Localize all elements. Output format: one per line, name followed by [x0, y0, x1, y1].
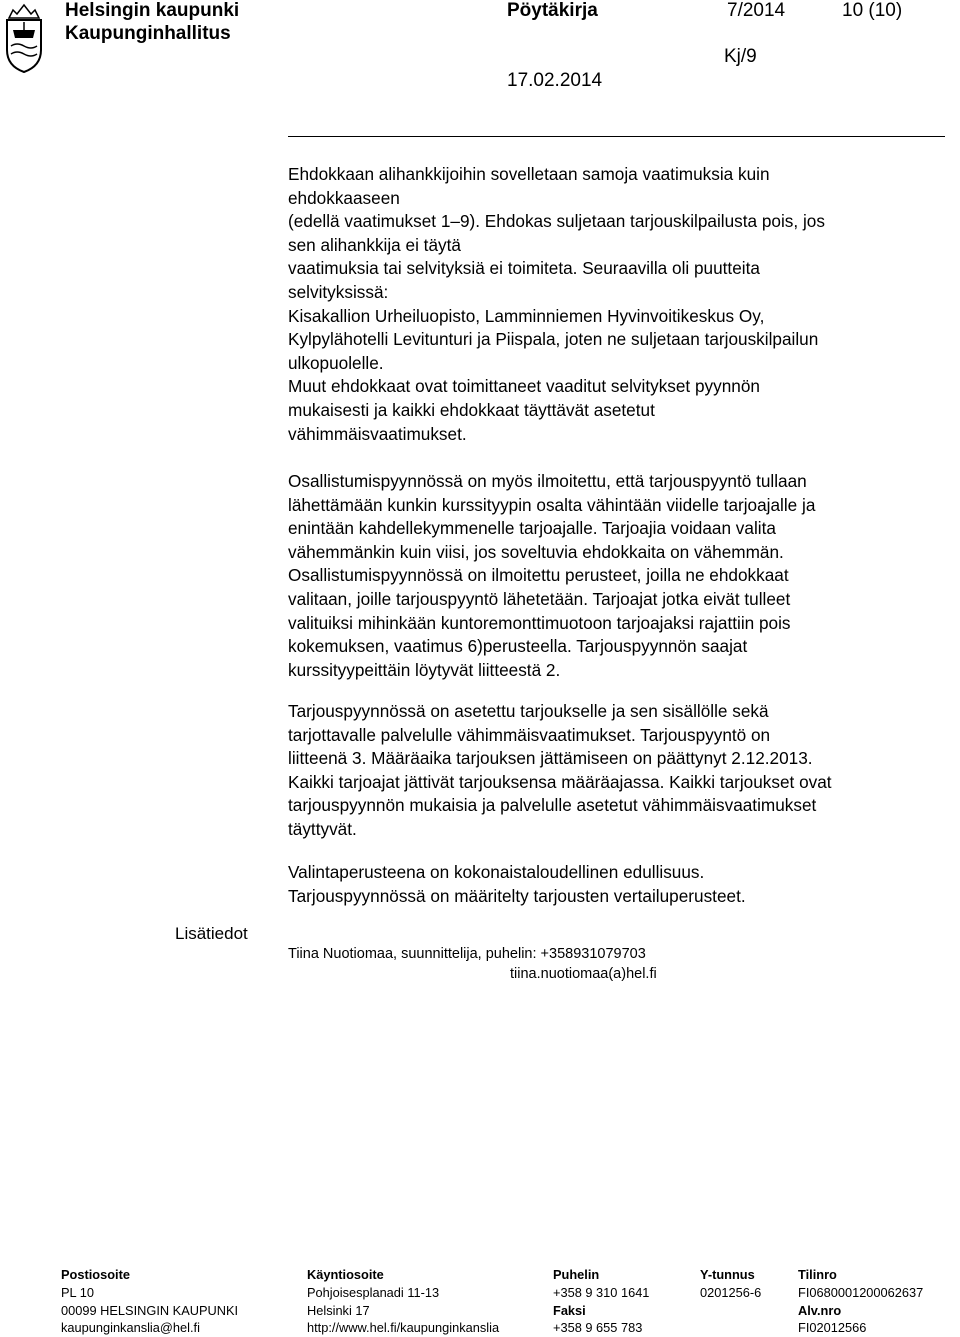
text-line: tarjottavalle palvelulle vähimmäisvaatimukset. Tarjouspyyntö on — [288, 724, 771, 745]
header-rule — [288, 136, 945, 137]
text-line: selvityksissä: — [288, 281, 389, 302]
text-line: Ehdokkaan alihankkijoihin sovelletaan samoja vaatimuksia kuin — [288, 164, 770, 184]
document-number: 7/2014 — [727, 0, 786, 21]
footer-line: 00099 HELSINGIN KAUPUNKI — [61, 1302, 239, 1318]
text-line: ehdokkaaseen — [288, 187, 400, 208]
footer-business-id — [700, 1266, 761, 1302]
footer-heading: Y-tunnus — [700, 1267, 755, 1282]
footer-postal-address — [61, 1266, 238, 1337]
footer-line: +358 9 310 1641 — [553, 1284, 650, 1300]
text-line: liitteenä 3. Määräaika tarjouksen jättämiseen on päättynyt 2.12.2013. — [288, 748, 813, 769]
meeting-date: 17.02.2014 — [507, 70, 603, 91]
text-line: vähimmäisvaatimukset. — [288, 423, 467, 444]
footer-line: Helsinki 17 — [307, 1302, 370, 1318]
footer-line: PL 10 — [61, 1284, 94, 1300]
text-line: Muut ehdokkaat ovat toimittaneet vaaditut selvitykset pyynnön — [288, 376, 760, 397]
text-line: Osallistumispyynnössä on myös ilmoitettu, että tarjouspyyntö tullaan — [288, 471, 807, 491]
text-line: enintään kahdellekymmenelle tarjoajalle. Tarjoajia voidaan valita — [288, 518, 776, 539]
text-line: tarjouspyynnön mukaisia ja palvelulle asetetut vähimmäisvaatimukset — [288, 795, 817, 816]
text-line: lähettämään kunkin kurssityypin osalta vähintään viidelle tarjoajalle ja — [288, 494, 816, 515]
org-name: Helsingin kaupunki — [65, 0, 240, 21]
text-line: vähemmänkin kuin viisi, jos soveltuvia ehdokkaita on vähemmän. — [288, 541, 784, 562]
footer-line: +358 9 655 783 — [553, 1320, 643, 1336]
paragraph-criteria — [288, 861, 948, 908]
footer-phone — [553, 1266, 649, 1337]
footer-heading: Postiosoite — [61, 1267, 130, 1282]
text-line: Kisakallion Urheiluopisto, Lamminniemen Hyvinvoitikeskus Oy, — [288, 305, 765, 326]
contact-email: tiina.nuotiomaa(a)hel.fi — [510, 965, 657, 982]
footer-account — [798, 1266, 923, 1337]
text-line: Tarjouspyynnössä on määritelty tarjousten vertailuperusteet. — [288, 885, 746, 906]
text-line: valitaan, joille tarjouspyyntö lähetetään. Tarjoajat jotka eivät tulleet — [288, 588, 791, 609]
text-line: Valintaperusteena on kokonaistaloudellinen edullisuus. — [288, 862, 705, 882]
text-line: täyttyvät. — [288, 818, 357, 839]
additional-info-label: Lisätiedot — [175, 924, 248, 943]
footer-line: FI0680001200062637 — [798, 1284, 924, 1300]
footer-heading: Puhelin — [553, 1267, 600, 1282]
text-line: Osallistumispyynnössä on ilmoitettu perusteet, joilla ne ehdokkaat — [288, 565, 789, 586]
footer-heading: Alv.nro — [798, 1302, 842, 1318]
text-line: Tarjouspyynnössä on asetettu tarjoukselle ja sen sisällölle sekä — [288, 701, 769, 721]
footer-heading: Käyntiosoite — [307, 1267, 384, 1282]
footer-email: kaupunginkanslia@hel.fi — [61, 1320, 200, 1336]
paragraph-candidates — [288, 163, 948, 446]
section-code: Kj/9 — [724, 46, 757, 67]
footer-line: 0201256-6 — [700, 1284, 762, 1300]
text-line: kurssityypeittäin löytyvät liitteestä 2. — [288, 659, 561, 680]
helsinki-coat-of-arms-icon — [3, 2, 45, 74]
paragraph-participation — [288, 470, 948, 682]
text-line: (edellä vaatimukset 1–9). Ehdokas suljetaan tarjouskilpailusta pois, jos — [288, 211, 825, 232]
text-line: sen alihankkija ei täytä — [288, 234, 461, 255]
page-number: 10 (10) — [842, 0, 903, 21]
footer-url: http://www.hel.fi/kaupunginkanslia — [307, 1320, 500, 1336]
document-type: Pöytäkirja — [507, 0, 598, 21]
text-line: Kylpylähotelli Levitunturi ja Piispala, joten ne suljetaan tarjouskilpailun — [288, 329, 819, 350]
contact-person: Tiina Nuotiomaa, suunnittelija, puhelin: +358931079703 — [288, 946, 646, 962]
footer-line: Pohjoisesplanadi 11-13 — [307, 1284, 440, 1300]
footer-heading: Faksi — [553, 1302, 586, 1318]
footer-visiting-address — [307, 1266, 499, 1337]
text-line: Kaikki tarjoajat jättivät tarjouksensa määräajassa. Kaikki tarjoukset ovat — [288, 771, 832, 792]
department-name: Kaupunginhallitus — [65, 23, 231, 44]
text-line: vaatimuksia tai selvityksiä ei toimiteta. Seuraavilla oli puutteita — [288, 258, 760, 279]
text-line: ulkopuolelle. — [288, 352, 384, 373]
footer-line: FI02012566 — [798, 1320, 867, 1336]
footer-heading: Tilinro — [798, 1267, 837, 1282]
paragraph-tender — [288, 700, 948, 842]
text-line: kokemuksen, vaatimus 6)perusteella. Tarjouspyynnön saajat — [288, 636, 748, 657]
text-line: valituiksi mihinkään kuntoremonttimuotoon tarjoajaksi rajattiin pois — [288, 612, 791, 633]
text-line: mukaisesti ja kaikki ehdokkaat täyttävät asetetut — [288, 399, 655, 420]
contact-info — [288, 945, 657, 984]
